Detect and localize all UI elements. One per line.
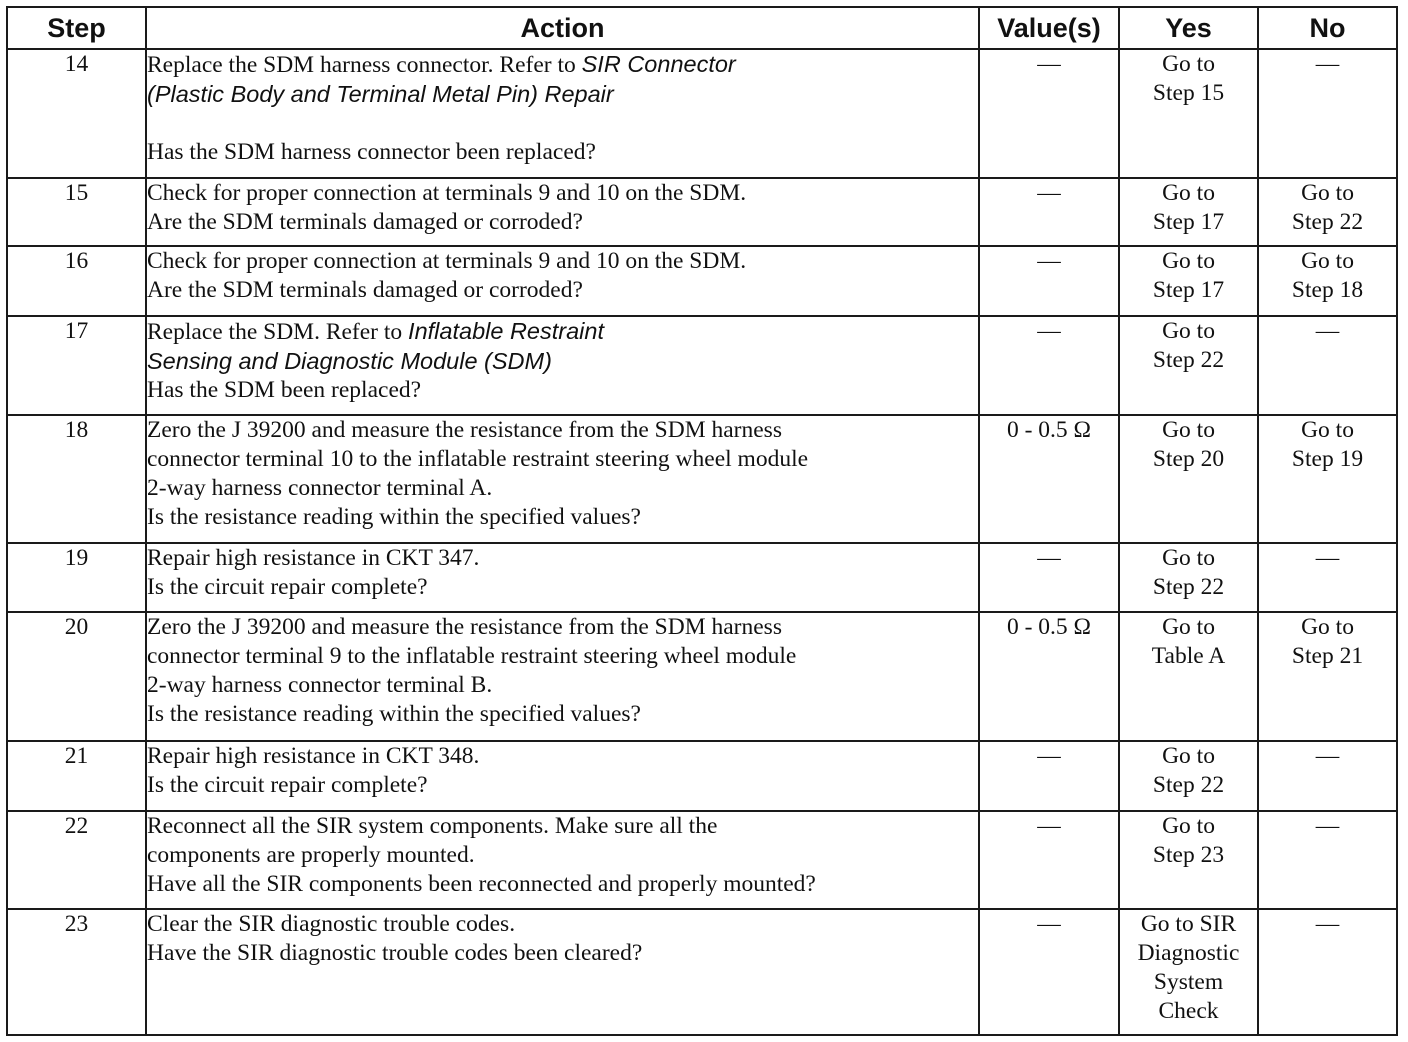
header-values: Value(s): [979, 7, 1119, 49]
header-yes: Yes: [1119, 7, 1258, 49]
action-question: Have all the SIR components been reconnected and properly mounted?: [147, 871, 816, 897]
action-cell: [146, 811, 979, 909]
table-row: [7, 415, 1397, 543]
no-line: —: [1315, 911, 1340, 937]
no-line: Step 19: [1291, 446, 1364, 472]
action-question: Is the resistance reading within the specified values?: [147, 504, 641, 530]
no-cell: [1258, 543, 1397, 612]
diagnostic-table: [6, 6, 1398, 1036]
step-number: 18: [7, 415, 146, 543]
action-text: Check for proper connection at terminals 9 and 10 on the SDM.: [147, 180, 747, 206]
action-text: connector terminal 10 to the inflatable restraint steering wheel module: [147, 446, 809, 472]
yes-line: Go to: [1162, 318, 1215, 344]
yes-cell: [1119, 316, 1258, 415]
value-cell: —: [979, 246, 1119, 316]
step-number: 20: [7, 612, 146, 741]
yes-line: System: [1153, 969, 1224, 995]
yes-line: Step 22: [1152, 772, 1225, 798]
action-text: Replace the SDM. Refer to: [147, 319, 409, 345]
action-cell: [146, 543, 979, 612]
yes-line: Step 22: [1152, 574, 1225, 600]
yes-cell: [1119, 612, 1258, 741]
action-question: Have the SIR diagnostic trouble codes been cleared?: [147, 940, 643, 966]
no-line: Go to: [1301, 180, 1354, 206]
step-number: 21: [7, 741, 146, 811]
action-text: connector terminal 9 to the inflatable restraint steering wheel module: [147, 643, 797, 669]
table-row: [7, 316, 1397, 415]
header-action: Action: [146, 7, 979, 49]
yes-line: Go to: [1162, 545, 1215, 571]
yes-line: Step 20: [1152, 446, 1225, 472]
step-number: 17: [7, 316, 146, 415]
value-cell: —: [979, 316, 1119, 415]
action-text: Clear the SIR diagnostic trouble codes.: [147, 911, 516, 937]
yes-line: Go to: [1162, 813, 1215, 839]
yes-cell: [1119, 543, 1258, 612]
value-cell: 0 - 0.5 Ω: [979, 415, 1119, 543]
table-row: [7, 811, 1397, 909]
action-cell: [146, 178, 979, 246]
yes-line: Go to: [1162, 51, 1215, 77]
value-cell: —: [979, 811, 1119, 909]
no-cell: [1258, 246, 1397, 316]
no-line: Go to: [1301, 417, 1354, 443]
no-line: Step 22: [1291, 209, 1364, 235]
yes-line: Go to: [1162, 248, 1215, 274]
no-cell: [1258, 811, 1397, 909]
action-question: Are the SDM terminals damaged or corroded?: [147, 209, 583, 235]
no-cell: [1258, 415, 1397, 543]
value-cell: —: [979, 49, 1119, 178]
action-text: 2-way harness connector terminal B.: [147, 672, 493, 698]
action-cell: [146, 741, 979, 811]
yes-cell: [1119, 909, 1258, 1035]
yes-cell: [1119, 811, 1258, 909]
step-number: 22: [7, 811, 146, 909]
yes-line: Table A: [1151, 643, 1226, 669]
procedure-reference: Sensing and Diagnostic Module (SDM): [147, 348, 552, 374]
action-text: Zero the J 39200 and measure the resistance from the SDM harness: [147, 614, 782, 640]
no-line: Go to: [1301, 248, 1354, 274]
yes-cell: [1119, 178, 1258, 246]
no-line: —: [1315, 813, 1340, 839]
action-text: components are properly mounted.: [147, 842, 475, 868]
header-step: Step: [7, 7, 146, 49]
yes-line: Step 15: [1152, 80, 1225, 106]
action-question: Is the resistance reading within the specified values?: [147, 701, 641, 727]
yes-line: Step 23: [1152, 842, 1225, 868]
action-cell: [146, 316, 979, 415]
yes-line: Go to SIR: [1140, 911, 1237, 937]
step-number: 19: [7, 543, 146, 612]
table-row: [7, 741, 1397, 811]
no-line: —: [1315, 51, 1340, 77]
no-line: —: [1315, 743, 1340, 769]
no-line: —: [1315, 318, 1340, 344]
action-text: Zero the J 39200 and measure the resistance from the SDM harness: [147, 417, 782, 443]
yes-line: Go to: [1162, 417, 1215, 443]
no-cell: [1258, 909, 1397, 1035]
step-number: 14: [7, 49, 146, 178]
action-cell: [146, 246, 979, 316]
value-cell: —: [979, 543, 1119, 612]
yes-line: Go to: [1162, 614, 1215, 640]
action-cell: [146, 612, 979, 741]
no-cell: [1258, 49, 1397, 178]
value-cell: 0 - 0.5 Ω: [979, 612, 1119, 741]
no-cell: [1258, 612, 1397, 741]
procedure-reference: Inflatable Restraint: [408, 318, 604, 344]
yes-line: Step 17: [1152, 209, 1225, 235]
no-line: Go to: [1301, 614, 1354, 640]
action-question: Are the SDM terminals damaged or corroded?: [147, 277, 583, 303]
action-cell: [146, 49, 979, 178]
header-row: [7, 7, 1397, 49]
yes-cell: [1119, 415, 1258, 543]
yes-line: Go to: [1162, 180, 1215, 206]
action-text: Repair high resistance in CKT 347.: [147, 545, 480, 571]
value-cell: —: [979, 909, 1119, 1035]
procedure-reference: (Plastic Body and Terminal Metal Pin) Repair: [147, 81, 614, 107]
no-cell: [1258, 741, 1397, 811]
yes-line: Check: [1158, 998, 1219, 1024]
table-row: [7, 612, 1397, 741]
table-row: [7, 909, 1397, 1035]
value-cell: —: [979, 178, 1119, 246]
no-line: Step 21: [1291, 643, 1364, 669]
step-number: 23: [7, 909, 146, 1035]
table-row: [7, 49, 1397, 178]
action-text: Reconnect all the SIR system components. Make sure all the: [147, 813, 718, 839]
no-cell: [1258, 178, 1397, 246]
step-number: 15: [7, 178, 146, 246]
yes-cell: [1119, 246, 1258, 316]
diagnostic-table-page: [6, 6, 1396, 1034]
yes-line: Go to: [1162, 743, 1215, 769]
action-text: 2-way harness connector terminal A.: [147, 475, 493, 501]
action-text: Repair high resistance in CKT 348.: [147, 743, 480, 769]
action-question: Is the circuit repair complete?: [147, 574, 428, 600]
table-row: [7, 246, 1397, 316]
value-cell: —: [979, 741, 1119, 811]
yes-line: Step 22: [1152, 347, 1225, 373]
action-text: Replace the SDM harness connector. Refer to: [147, 52, 582, 78]
action-cell: [146, 909, 979, 1035]
no-cell: [1258, 316, 1397, 415]
table-row: [7, 543, 1397, 612]
table-row: [7, 178, 1397, 246]
yes-cell: [1119, 49, 1258, 178]
action-question: Has the SDM harness connector been replaced?: [147, 139, 596, 165]
no-line: —: [1315, 545, 1340, 571]
no-line: Step 18: [1291, 277, 1364, 303]
procedure-reference: SIR Connector: [581, 51, 736, 77]
action-question: Has the SDM been replaced?: [147, 377, 422, 403]
yes-line: Diagnostic: [1137, 940, 1240, 966]
yes-line: Step 17: [1152, 277, 1225, 303]
action-text: Check for proper connection at terminals 9 and 10 on the SDM.: [147, 248, 747, 274]
header-no: No: [1258, 7, 1397, 49]
action-question: Is the circuit repair complete?: [147, 772, 428, 798]
action-cell: [146, 415, 979, 543]
step-number: 16: [7, 246, 146, 316]
yes-cell: [1119, 741, 1258, 811]
